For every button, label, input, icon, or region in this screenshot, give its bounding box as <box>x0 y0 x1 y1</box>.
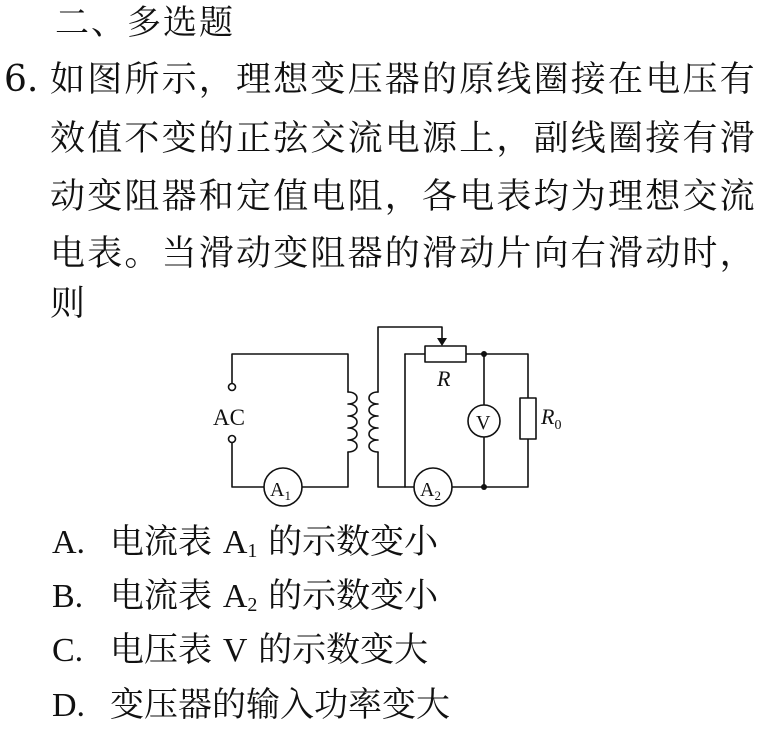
section-title: 二、多选题 <box>55 3 235 43</box>
option-letter: A. <box>52 524 86 561</box>
option-subscript: 2 <box>247 594 258 616</box>
secondary-wire <box>452 439 528 487</box>
primary-coil <box>348 392 357 452</box>
ac-terminal-bottom <box>229 436 236 443</box>
secondary-wire <box>466 354 528 398</box>
option-text: 电流表 <box>110 522 223 562</box>
option-symbol: A <box>222 578 248 615</box>
option-symbol: A <box>222 524 248 561</box>
option-a[interactable] <box>52 521 438 572</box>
junction-dot <box>481 351 487 357</box>
fixed-resistor <box>520 398 536 439</box>
question-text-line: 如图所示，理想变压器的原线圈接在电压有 <box>50 60 757 100</box>
option-letter: B. <box>52 578 84 615</box>
secondary-coil <box>369 392 378 452</box>
rheostat-label: R <box>437 366 451 391</box>
option-text: 的示数变大 <box>247 630 429 670</box>
rheostat <box>425 346 466 362</box>
option-text: 电压表 <box>110 630 223 670</box>
question-number: 6. <box>4 59 39 100</box>
option-text: 变压器的输入功率变大 <box>110 685 450 725</box>
ac-terminal-top <box>229 384 236 391</box>
question-text-line: 效值不变的正弦交流电源上，副线圈接有滑 <box>50 119 757 159</box>
option-symbol: V <box>222 632 248 669</box>
ac-source-label: AC <box>213 405 245 430</box>
question-text-line: 电表。当滑动变阻器的滑动片向右滑动时， <box>50 234 757 274</box>
option-letter: C. <box>52 632 84 669</box>
question-text-line: 动变阻器和定值电阻，各电表均为理想交流 <box>50 177 757 217</box>
voltmeter-label: V <box>476 412 491 434</box>
option-text: 的示数变小 <box>257 522 439 562</box>
resistor-label: $R_0$ <box>541 404 562 433</box>
primary-wire <box>232 443 264 487</box>
question-text-line: 则 <box>50 284 88 324</box>
ammeter-a1-label: $A_1$ <box>270 479 291 503</box>
option-letter: D. <box>52 687 86 724</box>
option-c[interactable] <box>52 629 428 672</box>
primary-wire <box>232 354 348 392</box>
option-b[interactable] <box>52 575 438 626</box>
primary-wire <box>302 452 348 487</box>
option-subscript: 1 <box>247 540 258 562</box>
slider-arrow <box>437 338 447 346</box>
junction-dot <box>481 484 487 490</box>
ammeter-a2-label: $A_2$ <box>420 479 441 503</box>
option-text: 电流表 <box>110 576 223 616</box>
option-text: 的示数变小 <box>257 576 439 616</box>
option-d[interactable] <box>52 684 450 727</box>
secondary-wire <box>378 452 414 487</box>
